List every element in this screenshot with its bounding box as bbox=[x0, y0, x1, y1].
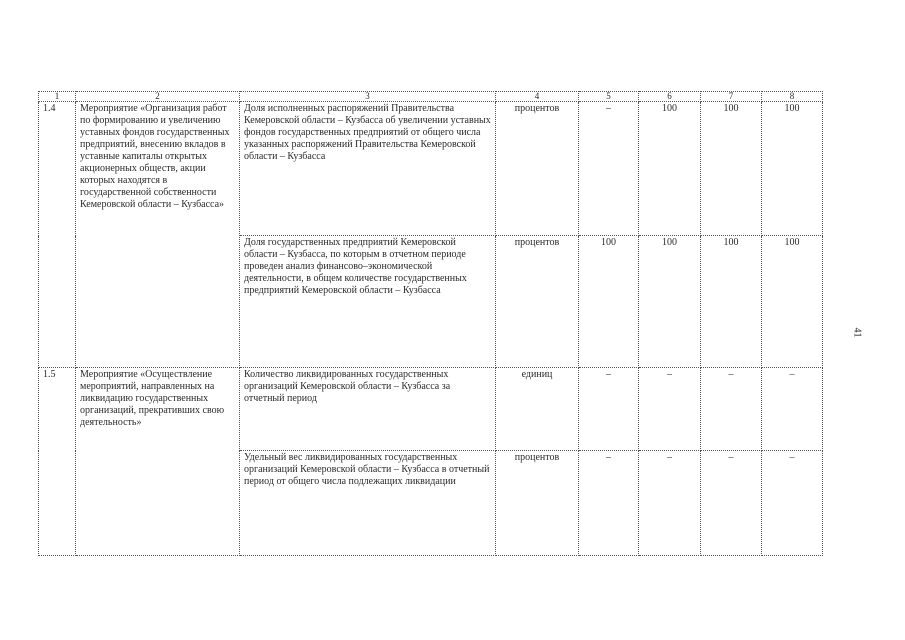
indicator-name: Доля исполненных распоряжений Правительства Кемеровской области – Кузбасса об увеличении уставных фондов государственных предприятий от общего числа указанных распоряжений Правительства Кемеровской области – Кузбасса bbox=[240, 102, 496, 236]
row-number: 1.5 bbox=[39, 368, 76, 556]
value-cell: – bbox=[701, 368, 762, 451]
header-cell: 6 bbox=[639, 92, 701, 102]
header-row bbox=[39, 92, 823, 102]
value-cell: – bbox=[639, 451, 701, 556]
value-cell: 100 bbox=[701, 102, 762, 236]
header-cell: 3 bbox=[240, 92, 496, 102]
table-row bbox=[39, 368, 823, 451]
value-cell: – bbox=[762, 368, 823, 451]
value-cell: 100 bbox=[701, 236, 762, 368]
value-cell: 100 bbox=[639, 236, 701, 368]
unit-cell: единиц bbox=[496, 368, 579, 451]
header-cell: 2 bbox=[76, 92, 240, 102]
indicator-table bbox=[38, 91, 823, 556]
value-cell: – bbox=[579, 102, 639, 236]
header-cell: 4 bbox=[496, 92, 579, 102]
event-name: Мероприятие «Осуществление мероприятий, направленных на ликвидацию государственных организаций, прекративших свою деятельность» bbox=[76, 368, 240, 556]
header-cell: 1 bbox=[39, 92, 76, 102]
indicator-name: Количество ликвидированных государственных организаций Кемеровской области – Кузбасса за отчетный период bbox=[240, 368, 496, 451]
value-cell: – bbox=[639, 368, 701, 451]
value-cell: – bbox=[762, 451, 823, 556]
value-cell: – bbox=[579, 368, 639, 451]
value-cell: 100 bbox=[639, 102, 701, 236]
unit-cell: процентов bbox=[496, 236, 579, 368]
indicator-name: Доля государственных предприятий Кемеровской области – Кузбасса, по которым в отчетном периоде проведен анализ финансово–экономической деятельности, в общем количестве государственных предприятий Кемеровской области – Кузбасса bbox=[240, 236, 496, 368]
event-name: Мероприятие «Организация работ по формированию и увеличению уставных фондов государственных предприятий, внесению вкладов в уставные капиталы открытых акционерных обществ, акции которых находятся в государственной собственности Кемеровской области – Кузбасса» bbox=[76, 102, 240, 368]
value-cell: – bbox=[701, 451, 762, 556]
page-number: 41 bbox=[851, 327, 863, 338]
value-cell: 100 bbox=[579, 236, 639, 368]
unit-cell: процентов bbox=[496, 451, 579, 556]
value-cell: 100 bbox=[762, 102, 823, 236]
value-cell: – bbox=[579, 451, 639, 556]
unit-cell: процентов bbox=[496, 102, 579, 236]
table-row bbox=[39, 102, 823, 236]
header-cell: 8 bbox=[762, 92, 823, 102]
value-cell: 100 bbox=[762, 236, 823, 368]
header-cell: 5 bbox=[579, 92, 639, 102]
indicator-name: Удельный вес ликвидированных государственных организаций Кемеровской области – Кузбасса в отчетный период от общего числа подлежащих ликвидации bbox=[240, 451, 496, 556]
row-number: 1.4 bbox=[39, 102, 76, 368]
header-cell: 7 bbox=[701, 92, 762, 102]
